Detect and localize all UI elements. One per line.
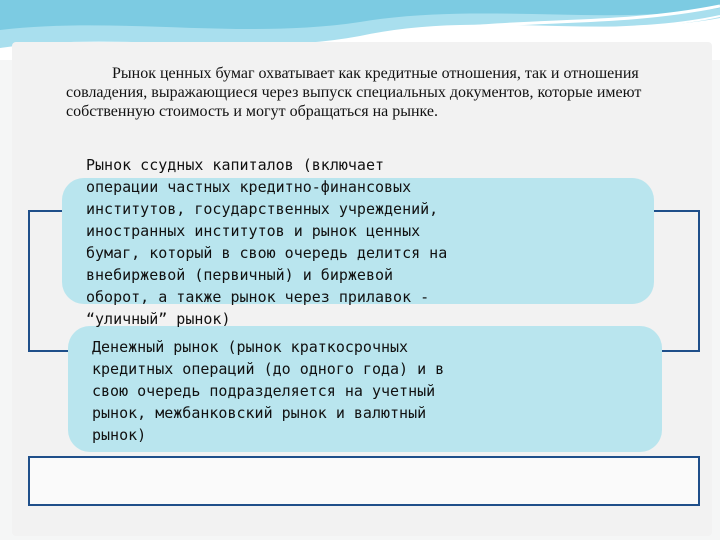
- loan-capital-market-text: Рынок ссудных капиталов (включает операции частных кредитно-финансовых институтов, государственных учреждений, иностранных институтов и рынок ценных бумаг, который в свою очередь делится на внебиржевой (первичный) и биржевой оборот, а также рынок через прилавок - “уличный” рынок): [86, 156, 448, 328]
- intro-paragraph: Рынок ценных бумаг охватывает как кредитные отношения, так и отношения совладения, выражающиеся через выпуск специальных документов, которые имеют собственную стоимость и могут обращаться на рынке.: [66, 65, 642, 120]
- money-market-text: Денежный рынок (рынок краткосрочных кредитных операций (до одного года) и в свою очередь подразделяется на учетный рынок, межбанковский рынок и валютный рынок): [92, 338, 445, 444]
- empty-box: [28, 456, 700, 506]
